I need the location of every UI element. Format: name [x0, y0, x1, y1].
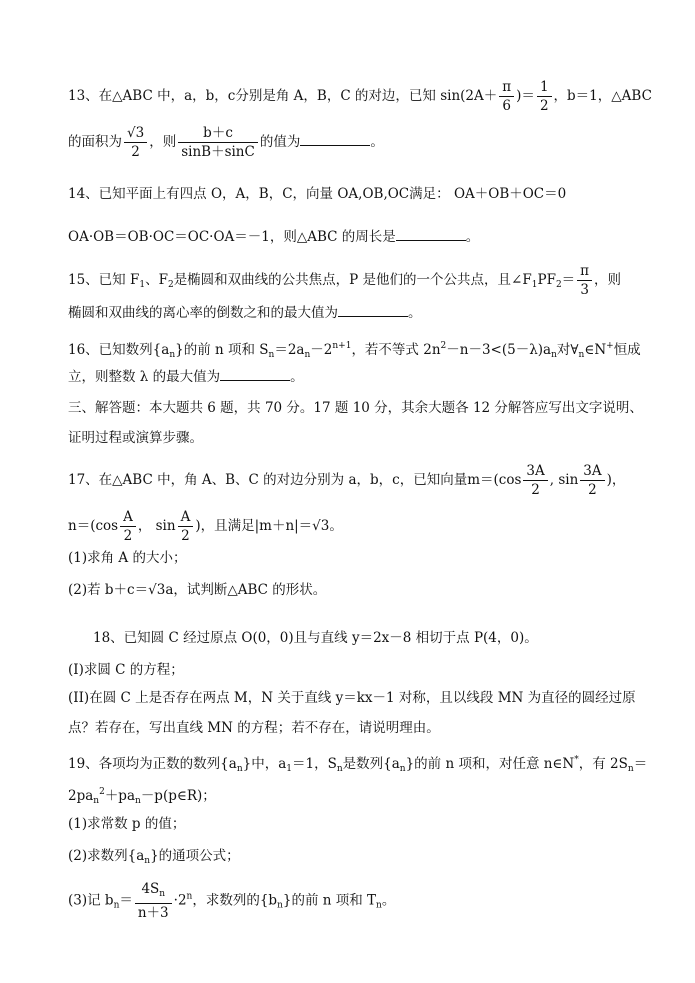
q17-frac-num: A — [120, 508, 136, 527]
q19-sub: n — [159, 889, 166, 899]
q16-sub: n — [551, 350, 557, 360]
q17-part2 — [68, 580, 326, 600]
q18-part2-cont: 点？若存在，写出直线 MN 的方程；若不存在，请说明理由。 — [68, 720, 440, 736]
q13-frac-pi6 — [499, 78, 514, 115]
q19-line2 — [68, 782, 216, 811]
q14-text: OA·OB＝OB·OC＝OC·OA＝－1，则△ABC 的周长是 — [68, 229, 396, 245]
q14-text: 14、已知平面上有四点 O，A，B，C，向量 — [68, 186, 334, 202]
q15-sub: 2 — [555, 280, 562, 290]
q15-text: PF — [537, 272, 556, 288]
q17-frac — [178, 508, 194, 545]
q17-frac-den: 2 — [588, 482, 597, 498]
q19-text: }的前 n 项和，对任意 n∈N — [405, 756, 575, 772]
q16-sup: 2 — [440, 341, 447, 351]
q13-frac-den: sinB＋sinC — [181, 144, 255, 160]
q13-text: ，b＝1，△ABC — [553, 88, 652, 104]
q17-text: 。 — [329, 518, 343, 534]
q17-text: (2)若 b＋c＝ — [68, 582, 149, 598]
q16-sub: n — [268, 350, 275, 360]
q15-line2 — [68, 302, 422, 323]
q19-sub: n — [113, 900, 120, 911]
q19-text: －p(p∈R)； — [140, 788, 216, 804]
q19-sub: n — [627, 764, 634, 774]
q18-part2: (II)在圆 C 上是否存在两点 M，N 关于直线 y＝kx－1 对称，且以线段 MN 为直径的圆经过原 — [68, 690, 636, 706]
q19-sub: n — [135, 796, 141, 806]
q19-sub: 1 — [286, 764, 292, 774]
q13-frac-area — [124, 124, 147, 161]
q16-text: ∈N — [584, 342, 607, 358]
q19-text: ＋pa — [104, 788, 136, 804]
answer-blank[interactable] — [220, 366, 290, 381]
q19-text: 19、各项均为正数的数列{a — [68, 756, 237, 772]
q17-text: , sin — [549, 472, 579, 488]
q15-text: 椭圆和双曲线的离心率的倒数之和的最大值为 — [68, 305, 338, 321]
q13-text: 的面积为 — [68, 134, 122, 150]
q15-line1 — [68, 262, 621, 299]
q19-sub: n — [399, 764, 406, 774]
q18-stem: 18、已知圆 C 经过原点 O(0，0)且与直线 y＝2x－8 相切于点 P(4，0)。 — [93, 630, 538, 646]
answer-blank[interactable] — [338, 302, 408, 317]
q15-frac-den: 3 — [580, 282, 589, 298]
q19-sup: 2 — [99, 787, 105, 797]
q18-part1: (I)求圆 C 的方程； — [68, 662, 184, 678]
q16-text: 对∀ — [556, 342, 579, 358]
q16-sup: + — [606, 341, 614, 351]
q19-sup: n — [186, 891, 193, 902]
q17-frac — [523, 462, 547, 499]
q19-sub: n — [236, 764, 243, 774]
q15-text: 、F — [145, 272, 168, 288]
q19-text: (3)记 b — [68, 892, 114, 909]
q19-sub: n — [336, 764, 343, 774]
q17-line2 — [68, 508, 343, 545]
q19-sub: n — [277, 900, 283, 911]
section-heading-cont: 证明过程或演算步骤。 — [68, 430, 203, 446]
q17-condition: |m＋n|＝√3 — [254, 518, 330, 534]
q19-text: 2pa — [68, 788, 94, 804]
q13-text: 的值为 — [259, 134, 301, 150]
q17-frac-den: 2 — [123, 528, 133, 544]
q16-text: 恒成 — [613, 342, 641, 358]
q16-text: ＝2a — [274, 342, 305, 358]
q19-text: 是数列{a — [342, 756, 400, 772]
q16-sub: n — [304, 350, 311, 360]
q16-text: }的前 n 项和 S — [175, 342, 269, 358]
q19-sub: n — [376, 900, 382, 911]
q19-text: ＝1，S — [292, 756, 337, 772]
q16-text: 立，则整数 λ 的最大值为 — [68, 369, 221, 385]
q14-line1 — [68, 184, 566, 204]
q19-text: (2)求数列{a — [68, 848, 145, 864]
q14-text: 满足： — [409, 186, 450, 202]
q19-frac — [135, 880, 172, 922]
q16-text: －n－3<(5－λ)a — [446, 342, 552, 358]
q13-line2 — [68, 124, 384, 161]
answer-blank[interactable] — [396, 226, 466, 241]
q19-sub: n — [93, 796, 100, 806]
q15-text: ＝ — [561, 272, 576, 288]
q13-frac-expr — [178, 124, 258, 161]
q17-line1 — [68, 462, 625, 499]
q19-text: }中，a — [242, 756, 287, 772]
q15-text: 是椭圆和双曲线的公共焦点，P 是他们的一个公共点，且∠F — [173, 272, 532, 288]
q19-frac-den: n＋3 — [137, 905, 169, 921]
q17-text: )， — [606, 472, 626, 488]
q16-text: 。 — [290, 369, 304, 385]
q17-text: ， sin — [137, 518, 176, 534]
q19-part1: (1)求常数 p 的值； — [68, 816, 186, 832]
q17-frac-num: 3A — [580, 462, 604, 481]
q13-frac-num: b＋c — [178, 124, 258, 143]
q15-sub: 1 — [139, 280, 146, 290]
q15-text: 。 — [408, 305, 422, 321]
q13-frac-den: 2 — [131, 144, 140, 160]
q14-text: 。 — [465, 229, 480, 245]
answer-blank[interactable] — [300, 131, 370, 146]
q19-text: ，求数列的{b — [192, 892, 278, 909]
q14-vector-sum: OA＋OB＋OC＝0 — [453, 186, 567, 202]
q19-line1 — [68, 750, 647, 779]
q17-frac-num: 3A — [523, 462, 547, 481]
q17-vector-n: n＝(cos — [68, 518, 119, 534]
q17-vector-m: m＝(cos — [467, 472, 522, 488]
q19-text: ，有 2S — [578, 756, 628, 772]
q16-sub: n — [169, 350, 176, 360]
q16-sup: n+1 — [332, 341, 352, 351]
q15-text: 15、已知 F — [68, 272, 140, 288]
q17-frac — [580, 462, 604, 499]
q19-text: 4S — [141, 881, 160, 897]
q15-sub: 2 — [167, 280, 174, 290]
q13-line1 — [68, 78, 652, 115]
q17-sqrt: √3 — [148, 582, 166, 598]
q16-line1 — [68, 336, 641, 365]
q13-frac-den: 6 — [502, 98, 512, 114]
section-heading: 三、解答题：本大题共 6 题，共 70 分。17 题 10 分，其余大题各 12 分解答应写出文字说明、 — [68, 400, 643, 416]
q13-frac-den: 2 — [539, 98, 549, 114]
q14-line2 — [68, 226, 479, 247]
q17-part1: (1)求角 A 的大小； — [68, 550, 187, 566]
q16-text: －2 — [310, 342, 333, 358]
q16-sub: n — [578, 350, 585, 360]
q19-frac-num — [135, 880, 172, 904]
q15-sub: 1 — [531, 280, 538, 290]
q19-sup: * — [574, 755, 579, 765]
q16-line2 — [68, 366, 304, 387]
q15-text: ，则 — [594, 272, 622, 288]
q13-text: 13、在△ABC 中，a，b，c分别是角 A，B，C 的对边，已知 sin(2A＋ — [68, 88, 498, 104]
q13-text: )＝ — [516, 88, 535, 104]
q19-text: }的通项公式； — [150, 848, 240, 864]
q19-text: 。 — [381, 892, 396, 909]
q13-frac-num: √3 — [124, 124, 147, 143]
q17-text: a，试判断△ABC 的形状。 — [165, 582, 327, 598]
q15-frac-pi3 — [577, 262, 592, 299]
q17-frac-den: 2 — [531, 482, 540, 498]
q16-text: ，若不等式 2n — [351, 342, 441, 358]
q19-text: ＝ — [633, 756, 648, 772]
q19-part3 — [68, 880, 395, 922]
q19-text: ＝ — [119, 892, 133, 909]
q17-text: )，且满足 — [195, 518, 255, 534]
q15-frac-num: π — [577, 262, 592, 281]
q13-text: ，则 — [149, 134, 177, 150]
q13-frac-num: 1 — [537, 78, 552, 97]
q13-text: 。 — [370, 134, 384, 150]
q19-part2 — [68, 846, 240, 871]
q17-text: 17、在△ABC 中，角 A、B、C 的对边分别为 a，b，c，已知向量 — [68, 472, 468, 488]
q17-frac — [120, 508, 136, 545]
q19-text: }的前 n 项和 T — [282, 892, 377, 909]
q13-frac-num: π — [499, 78, 514, 97]
q16-text: 16、已知数列{a — [68, 342, 170, 358]
q17-frac-den: 2 — [181, 528, 190, 544]
q19-text: ·2 — [173, 892, 187, 909]
q13-frac-half — [537, 78, 552, 115]
q17-frac-num: A — [178, 508, 194, 527]
q14-vectors: OA,OB,OC — [337, 186, 410, 202]
q19-sub: n — [144, 856, 151, 866]
